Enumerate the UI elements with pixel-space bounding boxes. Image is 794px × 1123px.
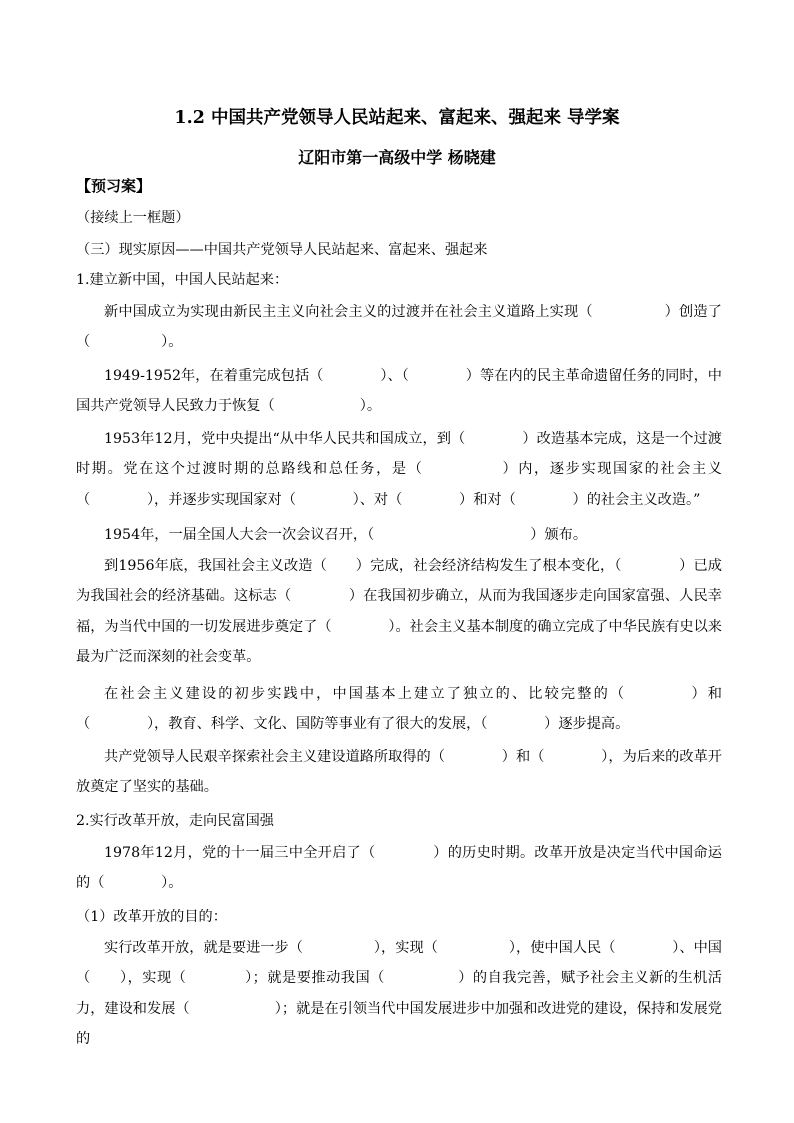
- paragraph-3: 1953年12月，党中央提出“从中华人民共和国成立，到（ ）改造基本完成，这是一个过渡时期。党在这个过渡时期的总路线和总任务，是（ ）内，逐步实现国家的社会主义（ ），并逐步实现国家对（ ）、对（ ）和对（ ）的社会主义改造。”: [76, 431, 722, 508]
- sub2-1-heading: （1）改革开放的目的：: [76, 909, 227, 925]
- paragraph-1: 新中国成立为实现由新民主主义向社会主义的过渡并在社会主义道路上实现（ ）创造了（ ）。: [76, 304, 722, 351]
- sub2-heading: 2.实行改革开放，走向民富国强: [76, 813, 274, 829]
- paragraph-4: 1954年，一届全国人大会一次会议召开，（ ）颁布。: [104, 527, 588, 543]
- paragraph-9: 实行改革开放，就是要进一步（ ），实现（ ），使中国人民（ ）、中国（ ），实现（ ）；就是要推动我国（ ）的自我完善，赋予社会主义新的生机活力，建设和发展（ ）；就是在引领当代中国发展进步中加强和改进党的建设，保持和发展党的: [76, 940, 722, 1048]
- section-label: 【预习案】: [76, 177, 152, 195]
- author-line: 辽阳市第一高级中学 杨晓建: [298, 148, 496, 167]
- part3-heading: （三）现实原因——中国共产党领导人民站起来、富起来、强起来: [76, 242, 488, 258]
- document-title: 1.2 中国共产党领导人民站起来、富起来、强起来 导学案: [174, 108, 620, 128]
- paragraph-5: 到1956年底，我国社会主义改造（ ）完成，社会经济结构发生了根本变化，（ ）已成为我国社会的经济基础。这标志（ ）在我国初步确立，从而为我国逐步走向国家富强、人民幸福，为当代中国的一切发展进步奠定了（ ）。社会主义基本制度的确立完成了中华民族有史以来最为广泛而深刻的社会变革。: [76, 558, 722, 666]
- continue-note: （接续上一框题）: [76, 210, 190, 226]
- paragraph-7: 共产党领导人民艰辛探索社会主义建设道路所取得的（ ）和（ ），为后来的改革开放奠定了坚实的基础。: [76, 749, 722, 796]
- sub1-heading: 1.建立新中国，中国人民站起来：: [76, 272, 289, 288]
- paragraph-2: 1949-1952年，在着重完成包括（ ）、（ ）等在内的民主革命遗留任务的同时，中国共产党领导人民致力于恢复（ ）。: [76, 368, 722, 415]
- paragraph-6: 在社会主义建设的初步实践中，中国基本上建立了独立的、比较完整的（ ）和（ ），教育、科学、文化、国防等事业有了很大的发展，（ ）逐步提高。: [76, 686, 722, 733]
- paragraph-8: 1978年12月，党的十一届三中全开启了（ ）的历史时期。改革开放是决定当代中国命运的（ ）。: [76, 845, 722, 892]
